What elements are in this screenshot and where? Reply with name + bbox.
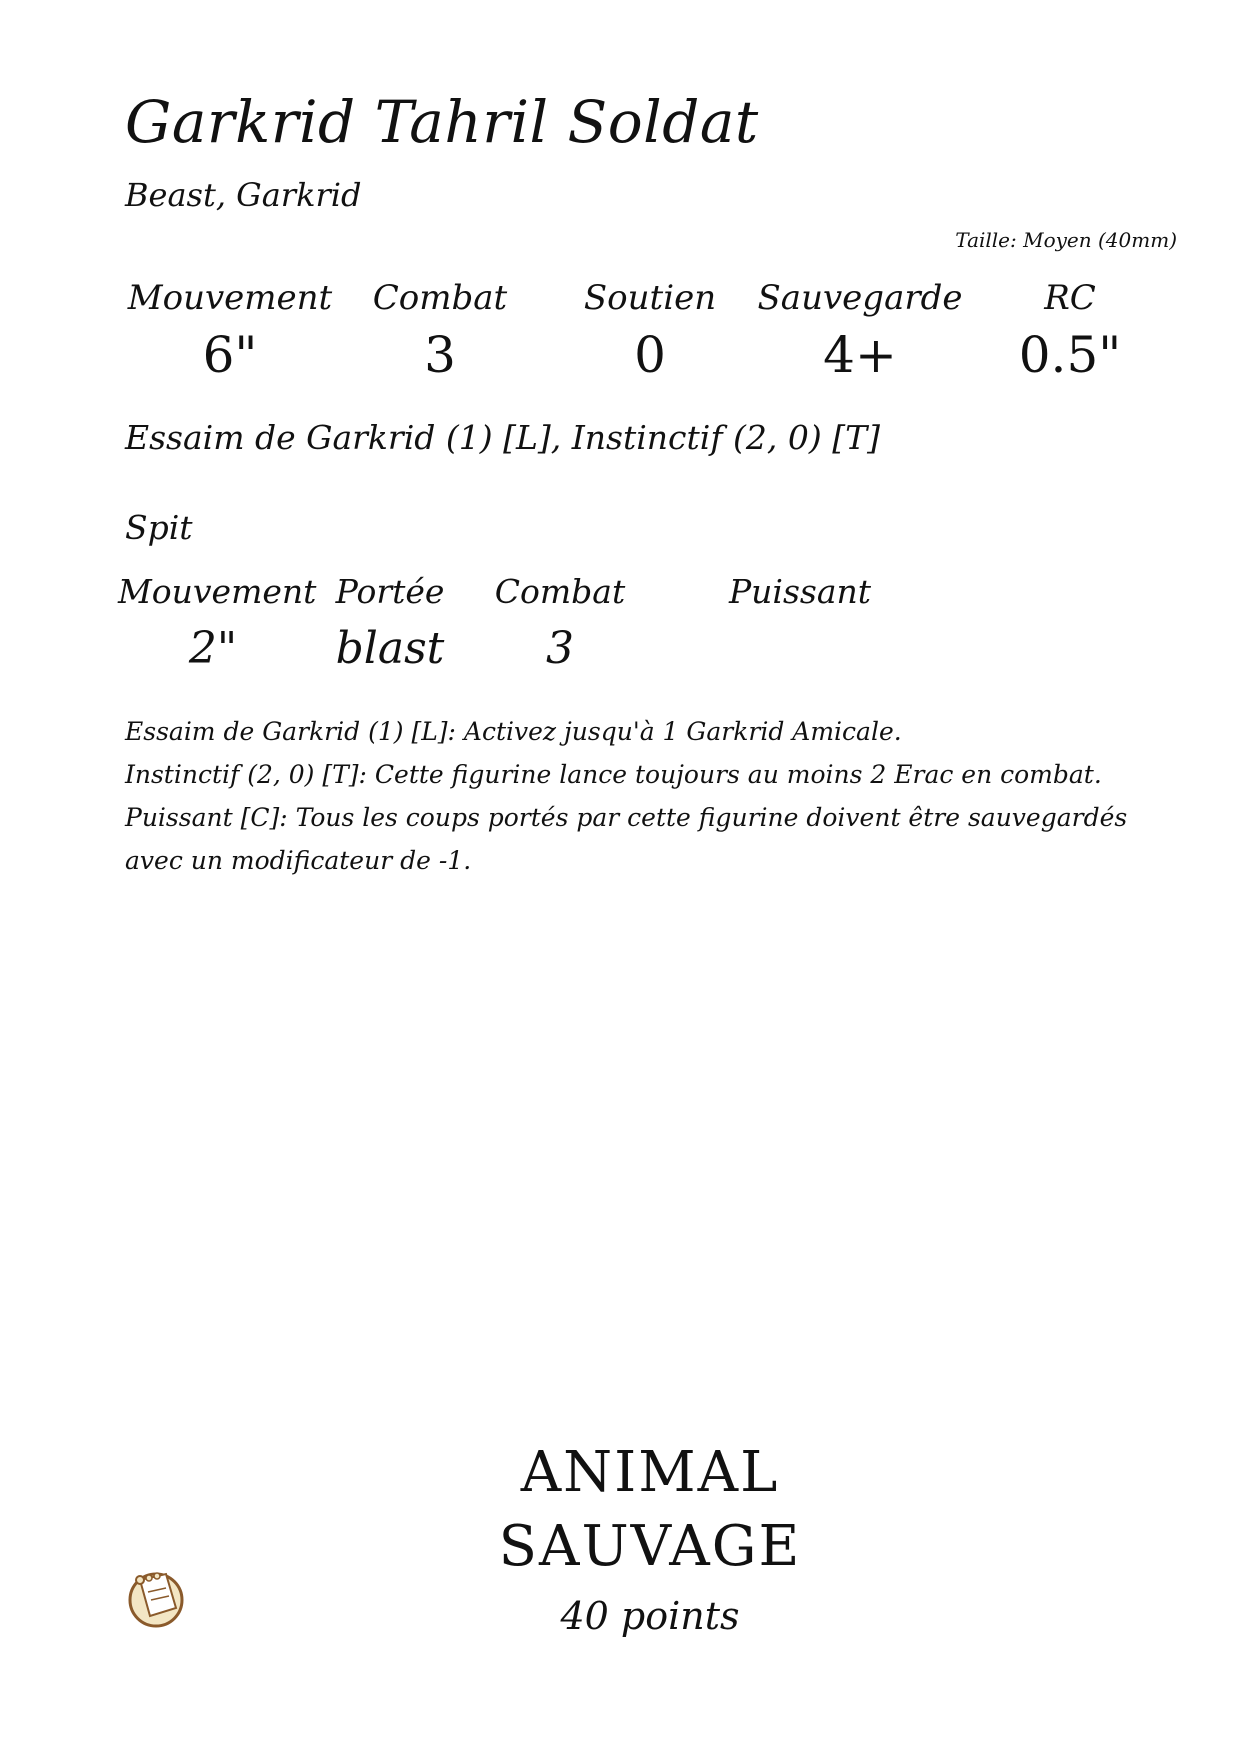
rule-line: Essaim de Garkrid (1) [L]: Activez jusqu'à 1 Garkrid Amicale. <box>125 717 902 746</box>
category-line: SAUVAGE <box>498 1514 802 1579</box>
scroll-emblem-icon <box>126 1564 190 1628</box>
card-subtitle: Beast, Garkrid <box>125 176 362 214</box>
stat-label: Sauvegarde <box>757 278 963 318</box>
stat-value: 0.5" <box>1018 326 1122 384</box>
stat-value: 3 <box>424 326 456 384</box>
stat-soutien <box>540 278 760 384</box>
weapon-stat-value: 2" <box>188 623 238 674</box>
rule-line: avec un modificateur de -1. <box>125 846 472 875</box>
weapon-stat-label: Puissant <box>728 572 872 611</box>
card-title: Garkrid Tahril Soldat <box>125 88 759 156</box>
category-line: ANIMAL <box>520 1440 780 1505</box>
stat-label: Soutien <box>583 278 717 318</box>
abilities-line: Essaim de Garkrid (1) [L], Instinctif (2, 0) [T] <box>125 418 881 457</box>
weapon-name: Spit <box>125 508 193 547</box>
stat-combat <box>330 278 550 384</box>
weapon-stat-label: Portée <box>335 572 445 611</box>
stat-mouvement <box>120 278 340 384</box>
stat-value: 0 <box>634 326 666 384</box>
weapon-stat-portee <box>330 572 450 674</box>
rules-text <box>125 710 1128 882</box>
stat-label: Combat <box>372 278 508 318</box>
weapon-stat-label: Combat <box>494 572 626 611</box>
stat-rc <box>960 278 1180 384</box>
rule-line: Puissant [C]: Tous les coups portés par cette figurine doivent être sauvegardés <box>125 803 1128 832</box>
rule-line: Instinctif (2, 0) [T]: Cette figurine lance toujours au moins 2 Erac en combat. <box>125 760 1102 789</box>
weapon-stat-value: blast <box>335 623 445 674</box>
stat-value: 4+ <box>823 326 897 384</box>
category-label <box>420 1436 880 1584</box>
size-label: Taille: Moyen (40mm) <box>955 228 1177 252</box>
weapon-stat-mouvement <box>118 572 317 674</box>
weapon-stat-puissant <box>720 572 880 623</box>
weapon-stat-value: 3 <box>546 623 574 674</box>
stat-value: 6" <box>202 326 258 384</box>
stat-label: RC <box>1044 278 1096 318</box>
weapon-stat-combat <box>490 572 630 674</box>
stat-label: Mouvement <box>127 278 333 318</box>
points-label: 40 points <box>560 1594 740 1638</box>
stat-sauvegarde <box>750 278 970 384</box>
weapon-stat-label: Mouvement <box>118 572 317 611</box>
